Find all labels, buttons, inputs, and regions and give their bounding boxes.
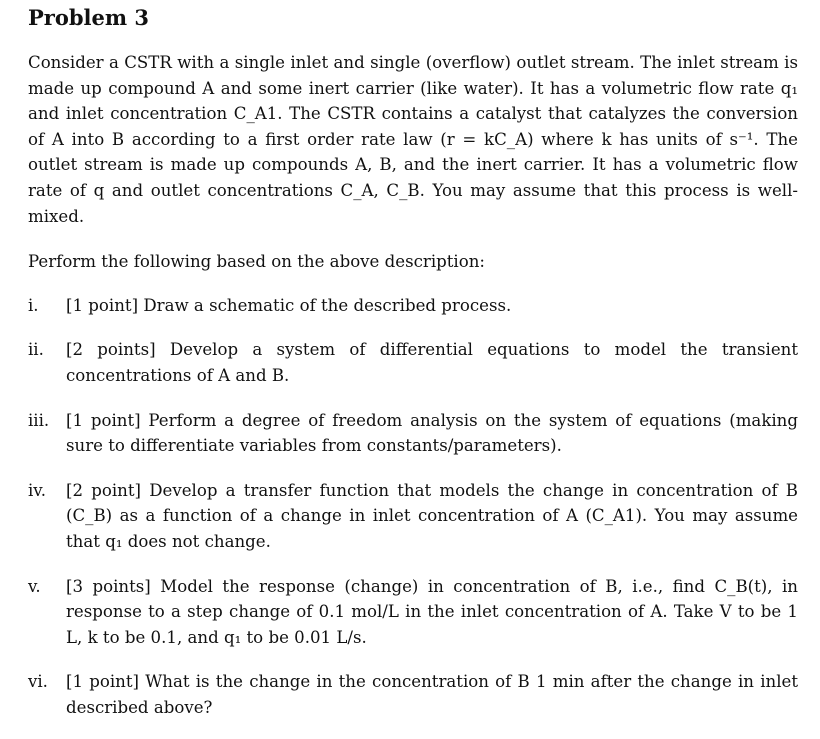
question-item — [28, 293, 798, 319]
question-number: vi. — [28, 672, 48, 692]
question-text: [1 point] Perform a degree of freedom analysis on the system of equations (making sure to differentiate variables from constants/parameters). — [66, 410, 798, 456]
question-number: iv. — [28, 480, 46, 500]
question-list — [28, 293, 798, 721]
question-text: [2 point] Develop a transfer function that models the change in concentration of B (C_B) as a function of a change in inlet concentration of A (C_A1). You may assume that q₁ does not change. — [66, 480, 798, 551]
question-text: [1 point] What is the change in the concentration of B 1 min after the change in inlet described above? — [66, 672, 798, 717]
question-item — [28, 478, 798, 555]
question-number: v. — [28, 576, 41, 596]
question-item — [28, 574, 798, 651]
question-text: [3 points] Model the response (change) in concentration of B, i.e., find C_B(t), in response to a step change of 0.1 mol/L in the inlet concentration of A. Take V to be 1 L, k to be 0.1, and q₁ to be 0.01 L/s. — [66, 576, 798, 647]
question-item — [28, 337, 798, 388]
instructions-line: Perform the following based on the above description: — [28, 252, 486, 272]
problem-title: Problem 3 — [28, 5, 150, 30]
question-item — [28, 669, 798, 720]
question-number: ii. — [28, 340, 44, 360]
question-number: i. — [28, 295, 39, 315]
problem-page — [28, 4, 798, 739]
question-item — [28, 408, 798, 459]
question-number: iii. — [28, 410, 50, 430]
problem-description: Consider a CSTR with a single inlet and single (overflow) outlet stream. The inlet stream is made up compound A and some inert carrier (like water). It has a volumetric flow rate q₁ and inlet concentration C_A1. The CSTR contains a catalyst that catalyzes the conversion of A into B according to a first order rate law (r = kC_A) where k has units of s⁻¹. The outlet stream is made up compounds A, B, and the inert carrier. It has a volumetric flow rate of q and outlet concentrations C_A, C_B. You may assume that this process is well-mixed. — [28, 53, 798, 226]
question-text: [2 points] Develop a system of differential equations to model the transient concentrations of A and B. — [66, 340, 798, 385]
question-text: [1 point] Draw a schematic of the described process. — [66, 295, 512, 315]
